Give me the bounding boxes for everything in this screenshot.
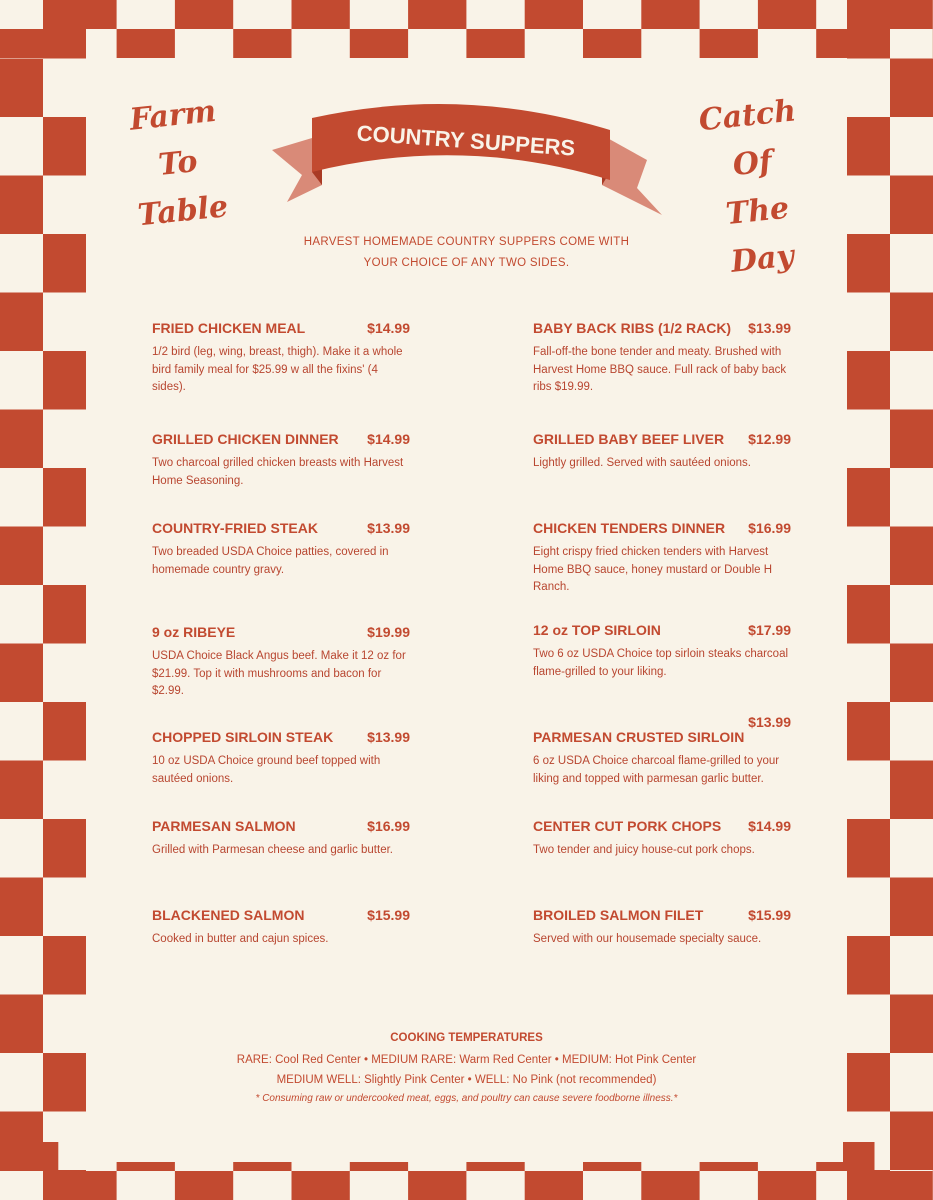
item-price: $13.99 <box>367 729 410 745</box>
checker-square <box>847 819 890 878</box>
script-word: Of The <box>724 144 791 233</box>
checker-square <box>43 351 86 410</box>
checker-square <box>890 878 933 937</box>
item-price: $14.99 <box>367 320 410 336</box>
checker-square <box>292 1171 350 1200</box>
item-name: COUNTRY-FRIED STEAK <box>152 520 318 536</box>
checker-square <box>890 761 933 820</box>
checker-square <box>0 410 43 469</box>
checker-square <box>890 995 933 1054</box>
checker-square <box>890 527 933 586</box>
checker-square <box>847 1053 890 1112</box>
checker-square <box>847 702 890 761</box>
checker-square <box>847 1170 890 1200</box>
checker-square <box>0 1112 43 1171</box>
checker-square <box>890 176 933 235</box>
checker-square <box>466 29 524 58</box>
item-name: BROILED SALMON FILET <box>533 907 704 923</box>
ribbon-banner <box>272 90 662 220</box>
item-price: $15.99 <box>367 907 410 923</box>
banner-title: COUNTRY SUPPERS <box>355 120 576 161</box>
item-description: 1/2 bird (leg, wing, breast, thigh). Make it a whole bird family meal for $25.99 w all the fixins' (4 sides). <box>152 346 403 393</box>
item-name: PARMESAN CRUSTED SIRLOIN <box>533 729 745 745</box>
item-name: 12 oz TOP SIRLOIN <box>533 622 661 638</box>
ribbon-tail-right <box>602 135 662 215</box>
checker-square <box>847 936 890 995</box>
checker-square <box>175 0 233 29</box>
checker-square <box>890 1112 933 1171</box>
item-name: 9 oz RIBEYE <box>152 624 236 640</box>
item-description: Served with our housemade specialty sauce. <box>533 933 762 945</box>
checker-square <box>43 702 86 761</box>
checker-square <box>847 351 890 410</box>
checker-square <box>847 0 890 59</box>
item-price: $16.99 <box>367 818 410 834</box>
checker-square <box>43 1053 86 1112</box>
item-price: $14.99 <box>748 818 791 834</box>
checker-square <box>292 0 350 29</box>
checker-square <box>43 819 86 878</box>
item-description: Fall-off-the bone tender and meaty. Brushed with Harvest Home BBQ sauce. Full rack of baby back ribs $19.99. <box>533 346 787 393</box>
checker-square <box>0 644 43 703</box>
checker-square <box>350 29 408 58</box>
checker-square <box>0 878 43 937</box>
script-word: To <box>156 144 200 183</box>
checker-square <box>43 936 86 995</box>
intro-text <box>260 232 673 274</box>
item-name: GRILLED BABY BEEF LIVER <box>533 431 725 447</box>
item-name: BABY BACK RIBS (1/2 RACK) <box>533 320 732 336</box>
checker-square <box>890 59 933 118</box>
intro-line: YOUR CHOICE OF ANY TWO SIDES. <box>363 257 570 269</box>
checker-square <box>233 29 291 58</box>
item-description: Grilled with Parmesan cheese and garlic butter. <box>152 844 393 856</box>
checker-square <box>43 234 86 293</box>
checker-square <box>0 527 43 586</box>
item-price: $14.99 <box>367 431 410 447</box>
item-description: 10 oz USDA Choice ground beef topped with sautéed onions. <box>152 755 381 785</box>
item-description: Cooked in butter and cajun spices. <box>152 933 329 945</box>
checker-square <box>890 410 933 469</box>
checker-square <box>700 29 758 58</box>
item-name: CHOPPED SIRLOIN STEAK <box>152 729 334 745</box>
checker-square <box>0 293 43 352</box>
item-description: Two tender and juicy house-cut pork chops. <box>533 844 755 856</box>
checker-square <box>43 585 86 644</box>
item-description: Lightly grilled. Served with sautéed onions. <box>533 457 751 469</box>
script-word: Farm <box>128 93 218 138</box>
checker-square <box>43 468 86 527</box>
footer-note: * Consuming raw or undercooked meat, eggs, and poultry can cause severe foodborne illness.* <box>255 1093 678 1104</box>
item-name: GRILLED CHICKEN DINNER <box>152 431 339 447</box>
checker-square <box>43 117 86 176</box>
item-price: $13.99 <box>748 320 791 336</box>
item-name: BLACKENED SALMON <box>152 907 305 923</box>
farm-to-table-script <box>121 87 236 241</box>
script-word: Table <box>136 189 230 234</box>
item-price: $13.99 <box>367 520 410 536</box>
item-price: $13.99 <box>748 714 791 730</box>
checker-square <box>641 1171 699 1200</box>
checker-square <box>847 585 890 644</box>
footer-line: RARE: Cool Red Center • MEDIUM RARE: Warm Red Center • MEDIUM: Hot Pink Center <box>236 1054 697 1066</box>
item-description: USDA Choice Black Angus beef. Make it 12 oz for $21.99. Top it with mushrooms and bacon for $2.99. <box>152 650 406 697</box>
checker-square <box>175 1171 233 1200</box>
checker-square <box>847 234 890 293</box>
script-word: Day <box>729 238 796 280</box>
item-description: Two 6 oz USDA Choice top sirloin steaks charcoal flame-grilled to your liking. <box>533 648 789 678</box>
item-name: CENTER CUT PORK CHOPS <box>533 818 722 834</box>
item-description: Two charcoal grilled chicken breasts with Harvest Home Seasoning. <box>152 457 404 487</box>
item-description: Eight crispy fried chicken tenders with Harvest Home BBQ sauce, honey mustard or Double H Ranch. <box>533 546 773 593</box>
item-name: FRIED CHICKEN MEAL <box>152 320 306 336</box>
item-price: $12.99 <box>748 431 791 447</box>
checker-square <box>408 1171 466 1200</box>
checker-square <box>0 761 43 820</box>
item-price: $15.99 <box>748 907 791 923</box>
script-word: Catch <box>697 93 798 139</box>
checker-square <box>758 1171 816 1200</box>
checker-square <box>890 293 933 352</box>
checker-square <box>847 468 890 527</box>
checker-square <box>43 1170 86 1200</box>
item-description: 6 oz USDA Choice charcoal flame-grilled to your liking and topped with parmesan garlic butter. <box>533 755 780 785</box>
item-name: CHICKEN TENDERS DINNER <box>533 520 726 536</box>
checker-square <box>641 0 699 29</box>
item-description: Two breaded USDA Choice patties, covered in homemade country gravy. <box>152 546 389 576</box>
checker-square <box>890 644 933 703</box>
item-name: PARMESAN SALMON <box>152 818 296 834</box>
cooking-temperatures <box>180 1032 753 1108</box>
catch-of-the-day-script <box>690 87 819 289</box>
checker-square <box>583 29 641 58</box>
footer-line: MEDIUM WELL: Slightly Pink Center • WELL: No Pink (not recommended) <box>276 1074 657 1086</box>
checker-square <box>0 176 43 235</box>
item-price: $17.99 <box>748 622 791 638</box>
checker-square <box>525 1171 583 1200</box>
checker-square <box>43 0 86 59</box>
item-price: $16.99 <box>748 520 791 536</box>
checker-square <box>408 0 466 29</box>
checker-square <box>117 29 175 58</box>
item-price: $19.99 <box>367 624 410 640</box>
checker-square <box>0 995 43 1054</box>
footer-title: COOKING TEMPERATURES <box>390 1032 543 1044</box>
checker-square <box>847 117 890 176</box>
checker-square <box>525 0 583 29</box>
checker-square <box>758 0 816 29</box>
intro-line: HARVEST HOMEMADE COUNTRY SUPPERS COME WITH <box>303 236 630 248</box>
checker-square <box>0 59 43 118</box>
